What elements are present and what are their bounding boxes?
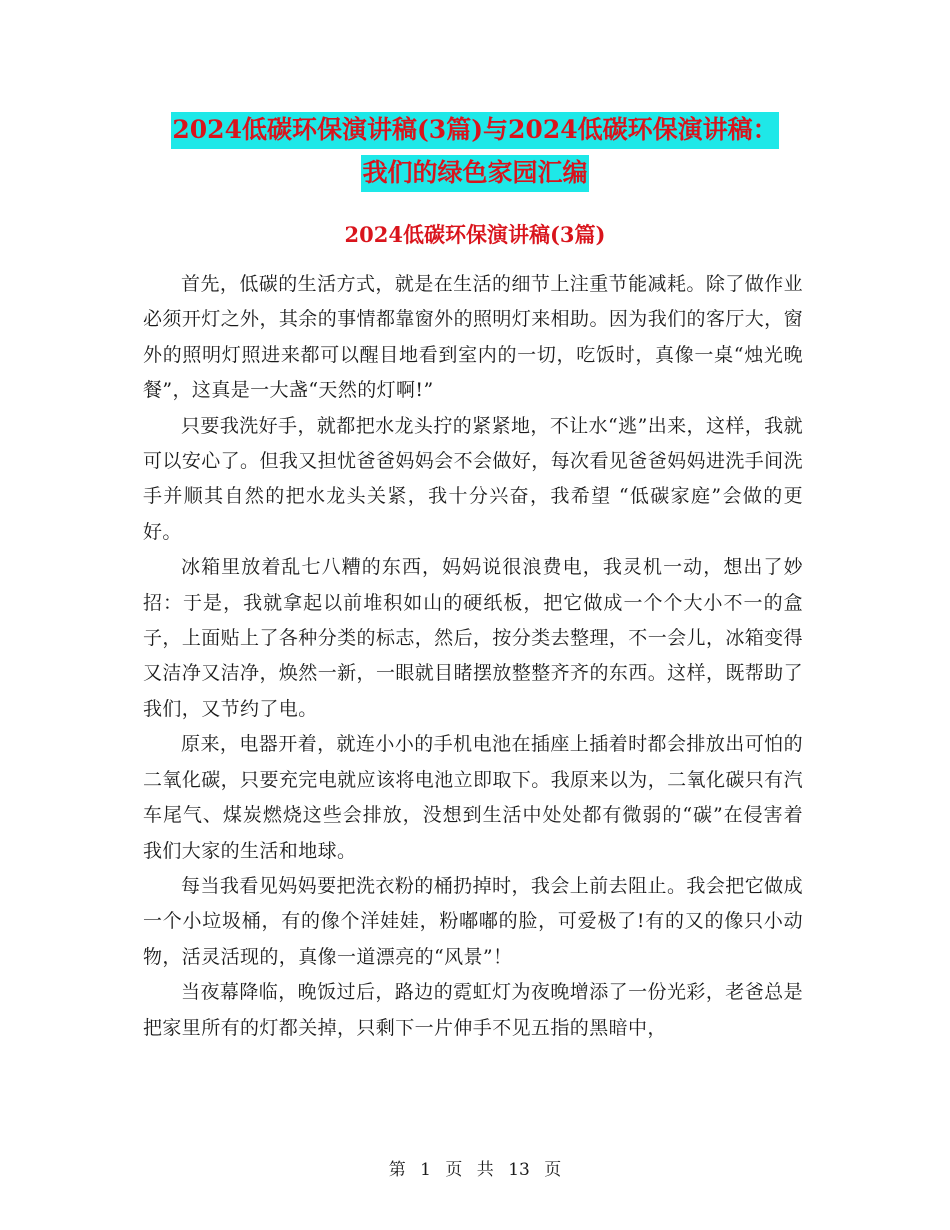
total-page-count: 13 [508,1160,530,1180]
footer-suffix: 页 [544,1160,562,1180]
title-highlight: 我们的绿色家园汇编 [361,155,588,192]
paragraph: 首先，低碳的生活方式，就是在生活的细节上注重节能减耗。除了做作业必须开灯之外，其余的事情都靠窗外的照明灯来相助。因为我们的客厅大，窗外的照明灯照进来都可以醒目地看到室内的一切，吃饭时，真像一桌“烛光晚餐”，这真是一大盏“天然的灯啊!” [143,273,803,402]
current-page-number: 1 [420,1160,431,1180]
section-heading: 2024低碳环保演讲稿(3篇) [344,222,606,247]
footer-total-label: 共 [476,1160,494,1180]
body-text [143,267,803,1046]
paragraph: 当夜幕降临，晚饭过后，路边的霓虹灯为夜晚增添了一份光彩，老爸总是把家里所有的灯都关掉，只剩下一片伸手不见五指的黑暗中， [143,981,803,1039]
footer-page-label: 页 [445,1160,463,1180]
paragraph: 原来，电器开着，就连小小的手机电池在插座上插着时都会排放出可怕的二氧化碳，只要充完电就应该将电池立即取下。我原来以为，二氧化碳只有汽车尾气、煤炭燃烧这些会排放，没想到生活中处处都有微弱的“碳”在侵害着我们大家的生活和地球。 [143,733,803,862]
title-highlight: 2024低碳环保演讲稿(3篇)与2024低碳环保演讲稿： [171,112,778,149]
paragraph: 每当我看见妈妈要把洗衣粉的桶扔掉时，我会上前去阻止。我会把它做成一个小垃圾桶，有的像个洋娃娃，粉嘟嘟的脸，可爱极了!有的又的像只小动物，活灵活现的，真像一道漂亮的“风景”！ [143,874,803,968]
document-title-line-2 [0,160,950,185]
document-title-line-1 [0,117,950,142]
paragraph: 冰箱里放着乱七八糟的东西，妈妈说很浪费电，我灵机一动，想出了妙招：于是，我就拿起以前堆积如山的硬纸板，把它做成一个个大小不一的盒子，上面贴上了各种分类的标志，然后，按分类去整理，不一会儿，冰箱变得又洁净又洁净，焕然一新，一眼就目睹摆放整整齐齐的东西。这样，既帮助了我们，又节约了电。 [143,556,803,720]
footer-prefix: 第 [388,1160,406,1180]
paragraph: 只要我洗好手，就都把水龙头拧的紧紧地，不让水“逃”出来，这样，我就可以安心了。但我又担忧爸爸妈妈会不会做好，每次看见爸爸妈妈进洗手间洗手并顺其自然的把水龙头关紧，我十分兴奋，我希望 “低碳家庭”会做的更好。 [143,414,803,543]
page-footer [0,1155,950,1180]
